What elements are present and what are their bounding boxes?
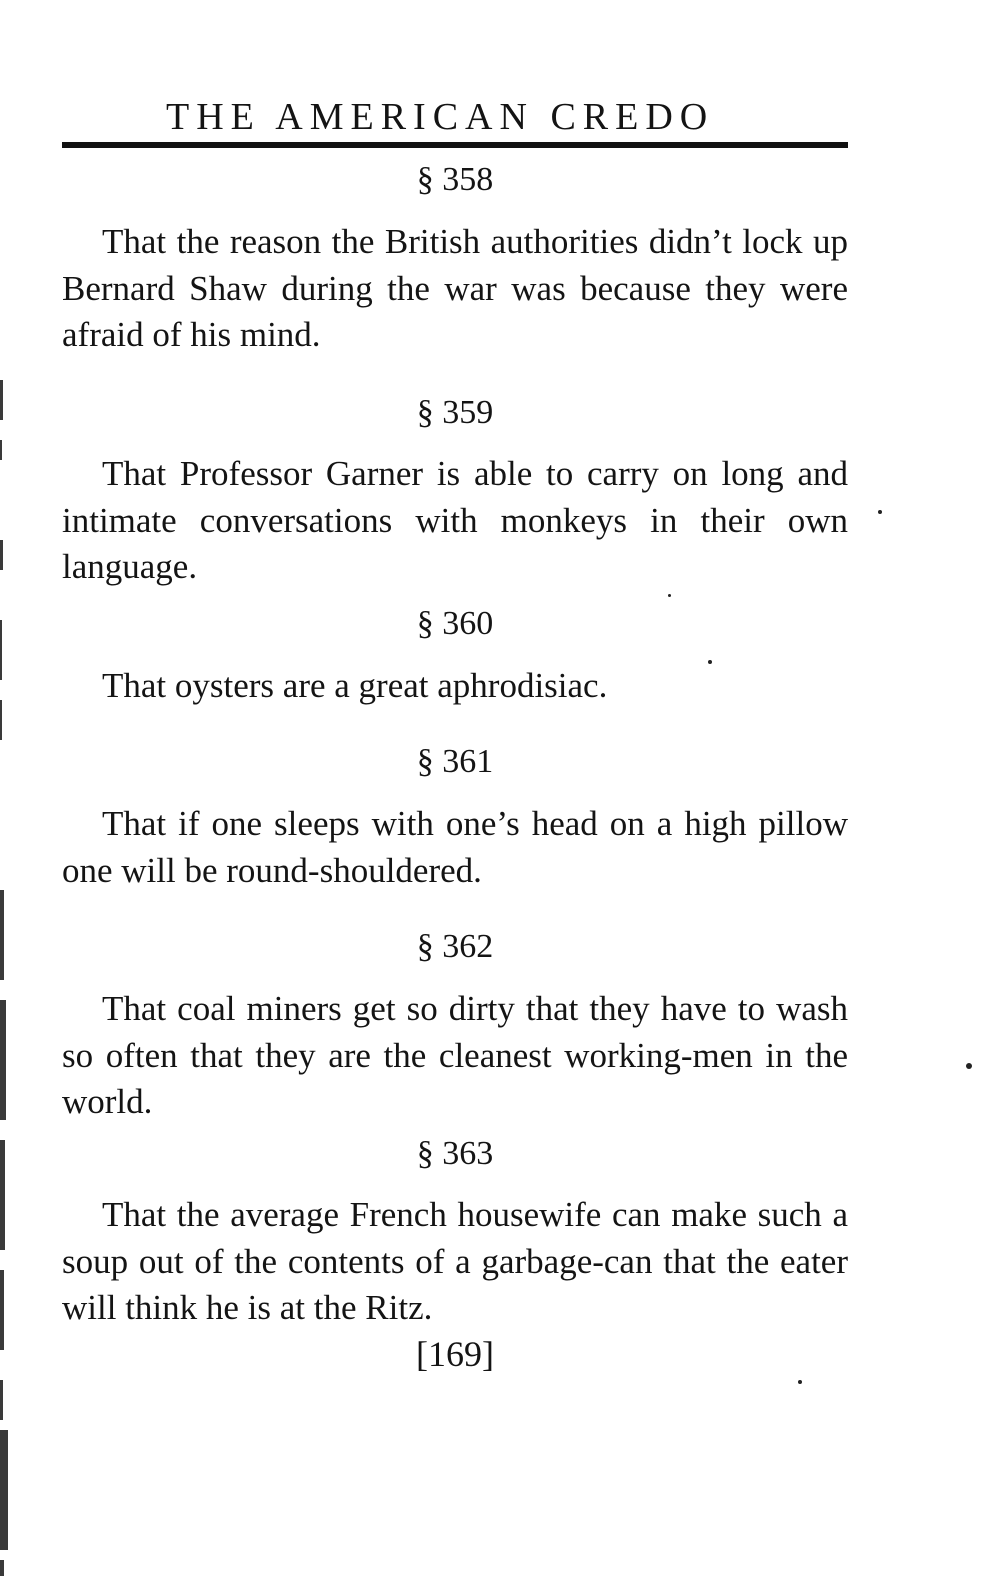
entry-paragraph: That the reason the British authorities didn’t lock up Bernard Shaw during the war was because they were afraid of his mind. — [62, 222, 848, 354]
running-head: THE AMERICAN CREDO — [166, 96, 715, 138]
section-mark: § 363 — [416, 1135, 494, 1172]
page-number: [169] — [416, 1334, 494, 1374]
entry-paragraph: That Professor Garner is able to carry on long and intimate conversations with monkeys in their own language. — [62, 454, 848, 586]
scan-speck — [878, 510, 882, 514]
entry-paragraph: That if one sleeps with one’s head on a high pillow one will be round-shouldered. — [62, 804, 848, 890]
scan-speck — [708, 660, 712, 664]
scan-edge-shadow — [0, 370, 14, 1576]
scan-speck — [668, 594, 671, 597]
scan-speck — [798, 1380, 802, 1384]
section-mark: § 358 — [416, 161, 494, 198]
header-rule — [62, 142, 848, 148]
section-mark: § 361 — [416, 743, 494, 780]
section-mark: § 360 — [416, 605, 494, 642]
entry-paragraph: That oysters are a great aphrodisiac. — [102, 666, 608, 705]
scan-speck — [966, 1063, 972, 1069]
entry-paragraph: That coal miners get so dirty that they have to wash so often that they are the cleanest working-men in the world. — [62, 989, 848, 1121]
section-mark: § 359 — [416, 394, 494, 431]
section-mark: § 362 — [416, 928, 494, 965]
entry-paragraph: That the average French housewife can make such a soup out of the contents of a garbage-can that the eater will think he is at the Ritz. — [62, 1195, 848, 1327]
